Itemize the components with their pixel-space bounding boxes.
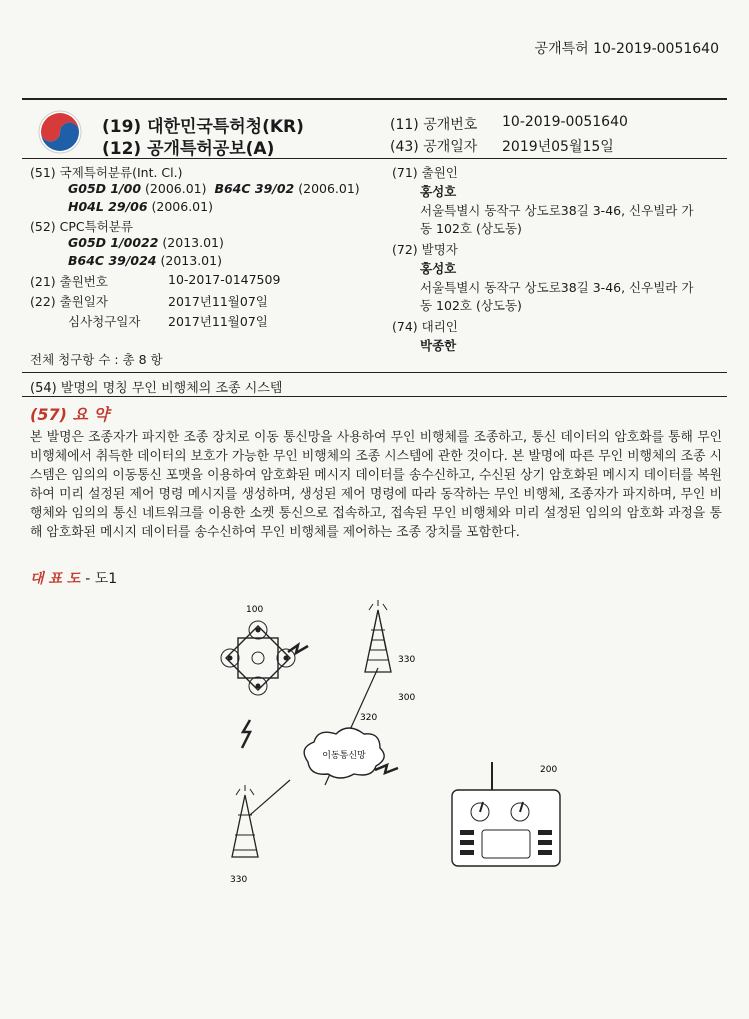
application-number-value: 10-2017-0147509 — [168, 272, 281, 287]
inventor-name: 홍성호 — [420, 261, 457, 276]
publication-date-row — [390, 136, 720, 156]
controller-icon — [452, 762, 560, 866]
drone-icon — [221, 621, 295, 695]
top-publication-number: 공개특허 10-2019-0051640 — [534, 41, 719, 57]
wireless-signal-cloud-controller — [375, 765, 398, 773]
tower-bottom-icon — [232, 785, 258, 857]
cpc-label: (52) CPC특허분류 — [30, 219, 133, 234]
controller-ref: 200 — [540, 765, 558, 775]
publication-number-value: 10-2019-0051640 — [502, 114, 628, 130]
applicant-label: (71) 출원인 — [392, 165, 458, 180]
exam-request-date-value: 2017년11월07일 — [168, 314, 268, 329]
intl-class-label: (51) 국제특허분류(Int. Cl.) — [30, 165, 183, 180]
intl-class-3-code: H04L 29/06 — [68, 199, 148, 214]
title-bottom-rule — [22, 396, 727, 397]
header-top-rule — [22, 98, 727, 100]
cpc-1-code: G05D 1/0022 — [68, 235, 159, 250]
inventor-address-line-2: 동 102호 (상도동) — [420, 298, 522, 313]
publication-date-value: 2019년05월15일 — [502, 139, 614, 155]
tower-top-ref: 330 — [398, 655, 416, 665]
header-bottom-rule — [22, 158, 727, 159]
filing-date-value: 2017년11월07일 — [168, 294, 268, 309]
agent-label: (74) 대리인 — [392, 319, 458, 334]
wireless-signal-drone-tower-bottom — [242, 720, 250, 748]
cloud-label: 이동통신망 — [322, 751, 366, 761]
network-ref: 300 — [398, 693, 416, 703]
total-claims: 전체 청구항 수 : 총 8 항 — [30, 352, 163, 367]
application-number-label: (21) 출원번호 — [30, 274, 108, 289]
wireless-signal-drone-tower — [288, 645, 308, 653]
tower-bottom-ref: 330 — [230, 875, 248, 885]
figure-1 — [180, 590, 580, 890]
applicant-address-line-2: 동 102호 (상도동) — [420, 221, 522, 236]
intl-class-2-code: B64C 39/02 — [214, 181, 295, 196]
abstract-heading: (57) 요 약 — [30, 405, 109, 424]
intl-class-1-year: (2006.01) — [145, 181, 207, 196]
intl-class-row-2 — [68, 199, 213, 214]
cpc-row-1 — [68, 235, 224, 250]
cloud-ref: 320 — [360, 713, 378, 723]
publication-number-row — [390, 114, 720, 134]
cpc-1-year: (2013.01) — [162, 235, 224, 250]
tower-top-icon — [365, 600, 391, 672]
publication-date-label: (43) 공개일자 — [390, 139, 478, 155]
title-top-rule — [22, 372, 727, 373]
rep-figure-sub: - 도1 — [85, 571, 118, 587]
applicant-address-line-1: 서울특별시 동작구 상도로38길 3-46, 신우빌라 가 — [420, 203, 694, 218]
agent-name: 박종한 — [420, 338, 457, 353]
document-type: (12) 공개특허공보(A) — [102, 139, 275, 159]
intl-class-1-code: G05D 1/00 — [68, 181, 142, 196]
invention-title: (54) 발명의 명칭 무인 비행체의 조종 시스템 — [30, 381, 283, 396]
exam-request-date-label: 심사청구일자 — [68, 314, 141, 329]
drone-ref: 100 — [246, 605, 264, 615]
abstract-text: 본 발명은 조종자가 파지한 조종 장치로 이동 통신망을 사용하여 무인 비행체를 조종하고, 통신 데이터의 암호화를 통해 무인 비행체에서 취득한 데이터의 보호가 가능한 무인 비행체의 조종 시스템에 관한 것이다. 본 발명에 따른 무인 비행체의 조종 시스템은 임의의 이동통신 포맷을 이용하여 암호화된 메시지 데이터를 송수신하고, 수신된 상기 암호화된 메시지 데이터를 복원하여 미리 설정된 제어 명령 메시지를 생성하며, 생성된 제어 명령에 따라 동작하는 무인 비행체, 조종자가 파지하며, 무인 비행체와 임의의 통신 네트워크를 이용한 소켓 통신으로 접속하고, 접속된 무인 비행체와 미리 설정된 임의의 암호화 과정을 통해 암호화된 메시지 데이터를 송수신하여 무인 비행체를 제어하는 조종 장치를 포함한다. — [30, 430, 722, 540]
cpc-2-year: (2013.01) — [160, 253, 222, 268]
representative-figure-label — [30, 568, 117, 588]
kipo-logo-icon — [38, 110, 82, 154]
link-cloud-tower — [250, 780, 290, 815]
filing-date-label: (22) 출원일자 — [30, 294, 108, 309]
publication-number-label: (11) 공개번호 — [390, 117, 478, 133]
issuing-office: (19) 대한민국특허청(KR) — [102, 117, 304, 137]
rep-figure-label: 대 표 도 — [30, 571, 81, 587]
inventor-label: (72) 발명자 — [392, 242, 458, 257]
intl-class-3-year: (2006.01) — [151, 199, 213, 214]
cpc-2-code: B64C 39/024 — [68, 253, 157, 268]
inventor-address-line-1: 서울특별시 동작구 상도로38길 3-46, 신우빌라 가 — [420, 280, 694, 295]
intl-class-2-year: (2006.01) — [298, 181, 360, 196]
applicant-name: 홍성호 — [420, 184, 457, 199]
intl-class-row-1 — [68, 181, 360, 196]
cpc-row-2 — [68, 253, 222, 268]
